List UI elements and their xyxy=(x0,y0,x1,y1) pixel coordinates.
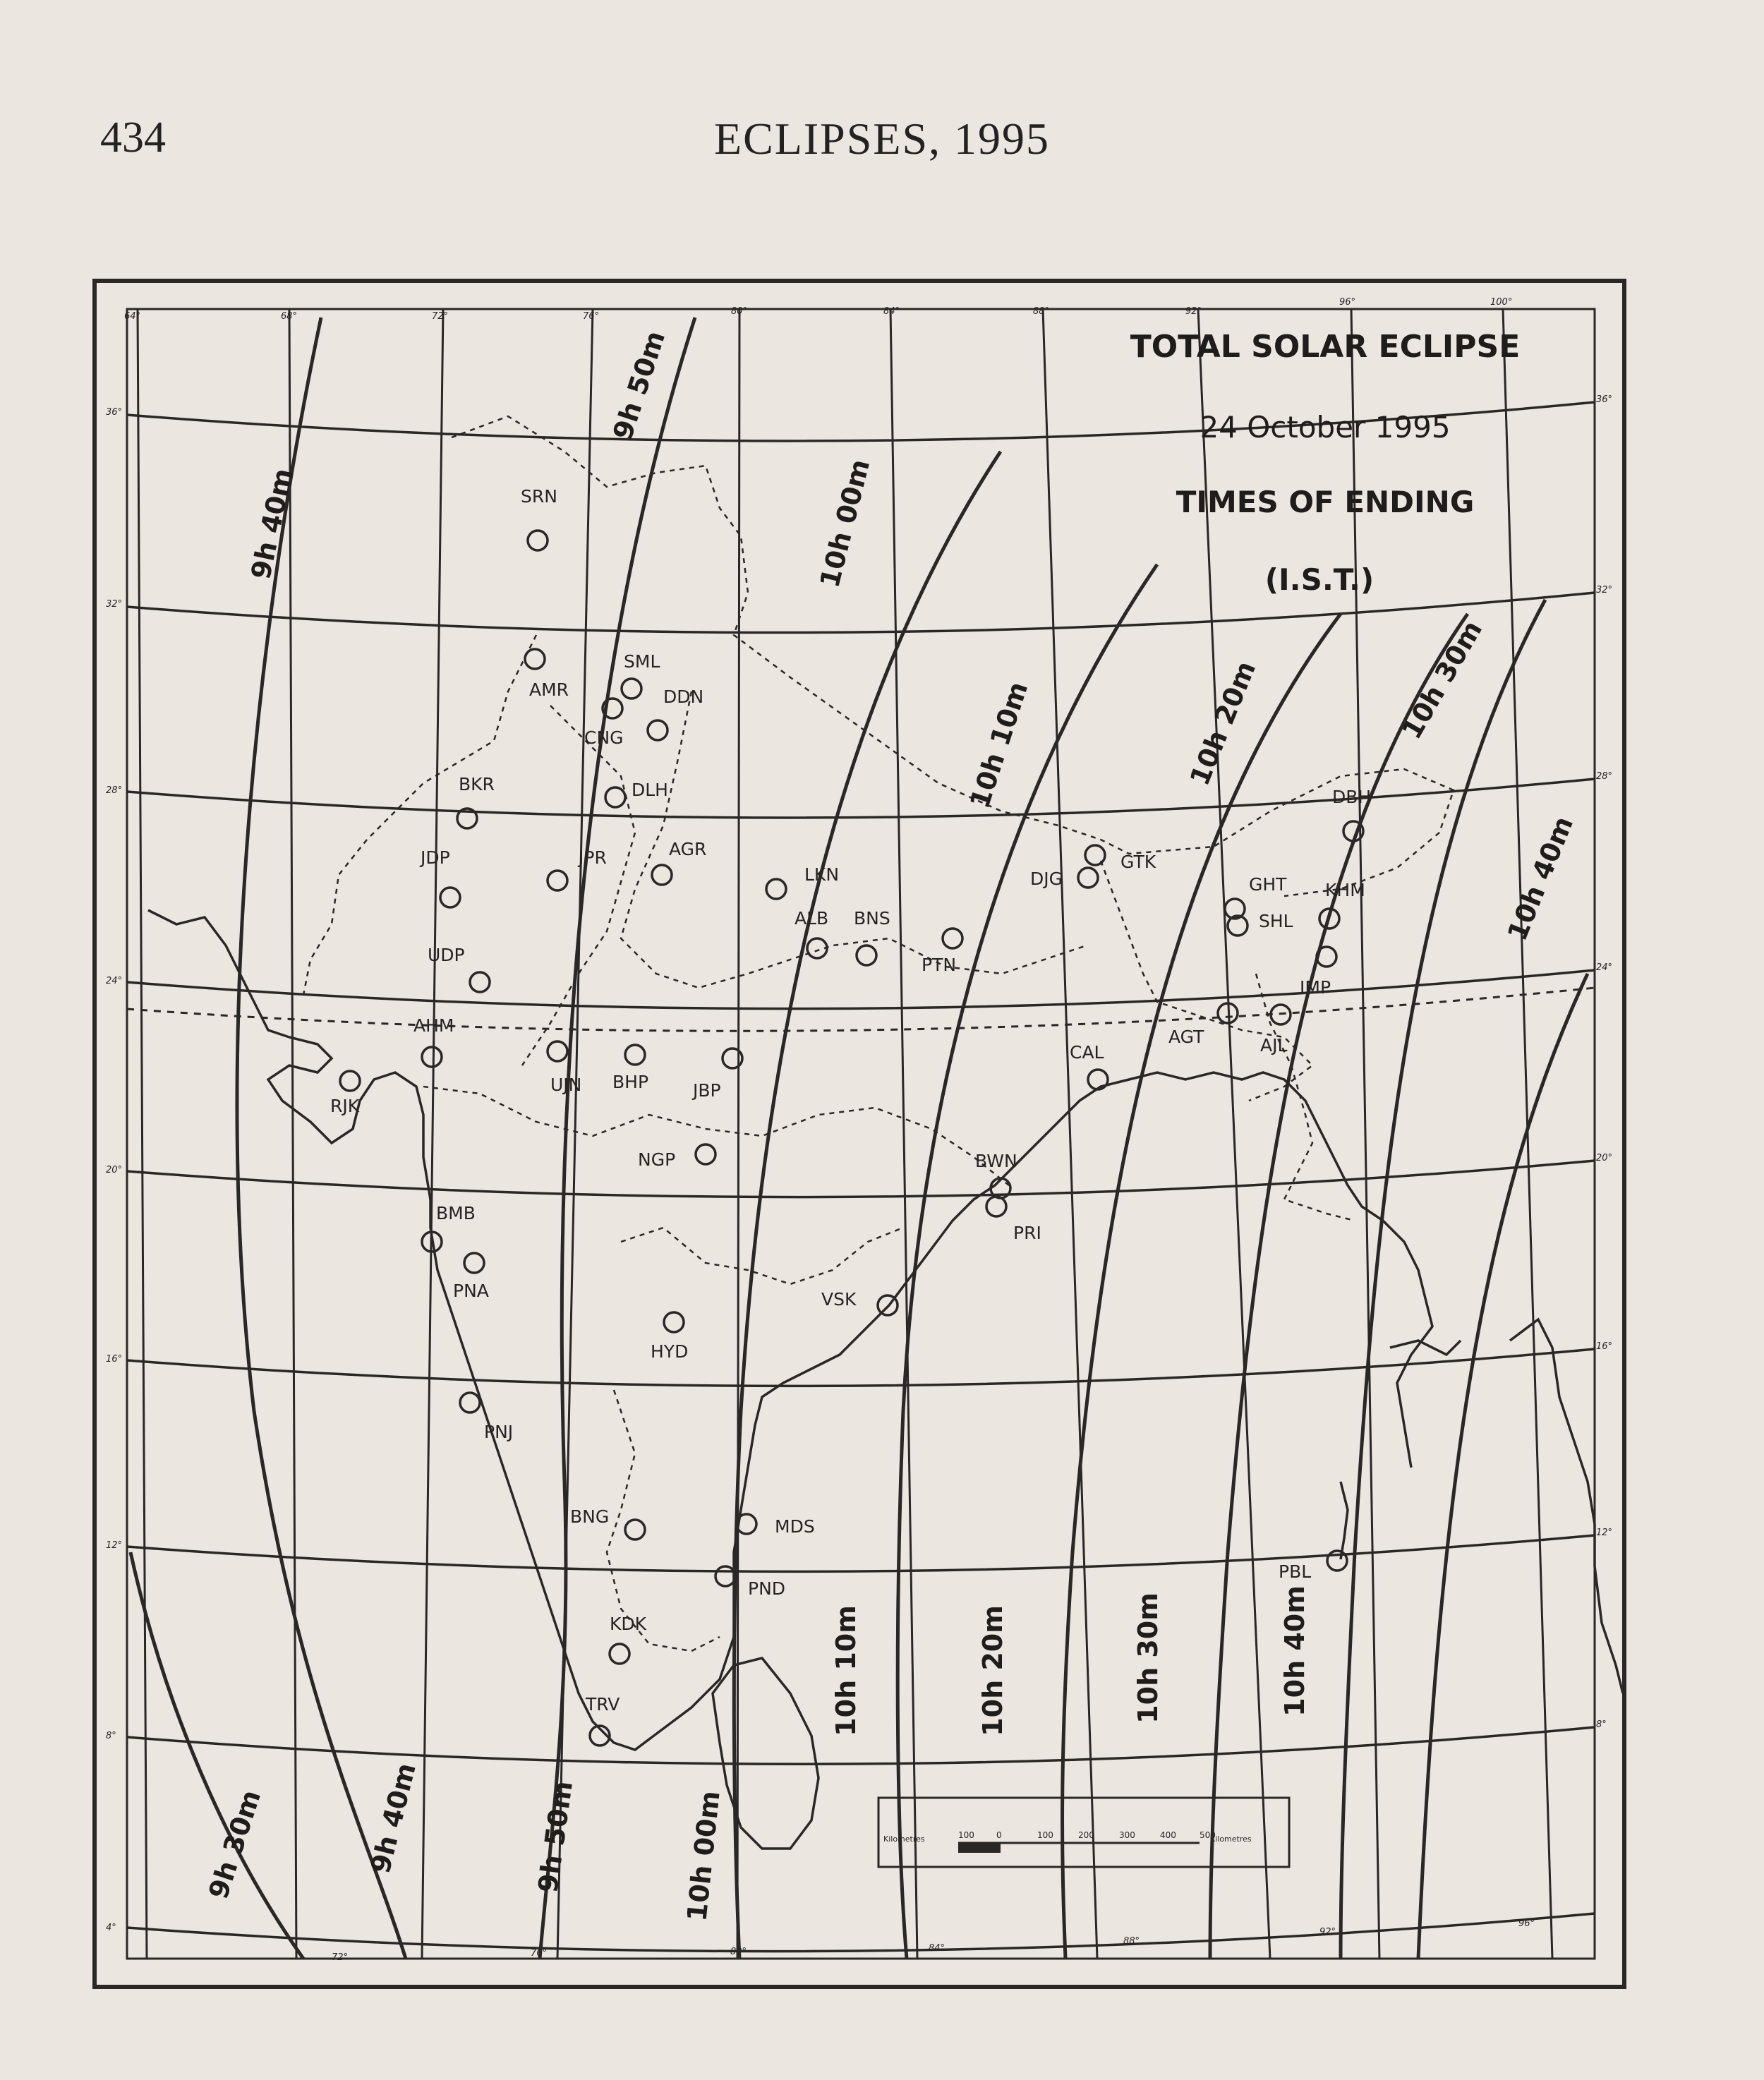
station-marker xyxy=(460,1393,480,1413)
page-number: 434 xyxy=(100,114,166,162)
isochrone-label: 10h 20m xyxy=(1183,656,1262,790)
station-labels xyxy=(330,486,1371,1715)
station-marker xyxy=(715,1566,735,1586)
station-label: PTN xyxy=(922,955,957,975)
isochrone-label: 10h 20m xyxy=(977,1605,1008,1736)
latitude-label: 16° xyxy=(1596,1341,1613,1352)
isochrone-label: 10h 30m xyxy=(1396,615,1489,744)
station-label: CNG xyxy=(584,727,624,748)
station-marker xyxy=(857,945,876,965)
longitude-label: 88° xyxy=(1033,306,1050,317)
isochrone-label: 9h 50m xyxy=(607,327,672,444)
station-label: PNA xyxy=(453,1281,489,1301)
station-label: BMB xyxy=(436,1203,476,1223)
political-boundaries xyxy=(303,416,1454,1651)
station-label: DLH xyxy=(632,780,668,800)
scale-tick-label: 400 xyxy=(1160,1830,1176,1840)
station-label: BWN xyxy=(975,1151,1017,1171)
station-marker xyxy=(528,531,548,550)
station-label: JBP xyxy=(693,1080,721,1101)
latitude-label: 28° xyxy=(1596,771,1613,782)
latitude-label: 20° xyxy=(1596,1153,1613,1163)
longitude-label: 72° xyxy=(332,1952,349,1963)
longitude-label: 80° xyxy=(731,306,748,317)
station-label: AMR xyxy=(529,679,569,700)
station-label: AJL xyxy=(1260,1035,1288,1056)
running-title: ECLIPSES, 1995 xyxy=(713,114,1051,164)
station-marker xyxy=(470,972,490,992)
station-marker xyxy=(464,1253,484,1273)
station-marker xyxy=(652,865,672,885)
isochrone-label: 10h 00m xyxy=(814,456,876,591)
station-label: KHM xyxy=(1325,880,1365,900)
station-label: NGP xyxy=(638,1149,676,1170)
station-label: AGR xyxy=(669,839,707,859)
latitude-label: 32° xyxy=(106,599,123,610)
station-marker xyxy=(664,1312,684,1332)
latitude-label: 8° xyxy=(106,1731,116,1741)
longitude-label: 100° xyxy=(1490,297,1513,308)
station-marker xyxy=(340,1071,360,1091)
station-label: BNS xyxy=(854,908,890,929)
longitude-labels-bottom xyxy=(332,1918,1535,1963)
station-label: JDP xyxy=(421,847,450,868)
map-date: 24 October 1995 xyxy=(1200,410,1451,445)
latitude-label: 8° xyxy=(1596,1719,1607,1730)
station-label: IMP xyxy=(1300,977,1331,998)
latitude-label: 16° xyxy=(106,1354,123,1365)
map-title-block xyxy=(1130,329,1521,597)
latitude-label: 20° xyxy=(106,1165,123,1175)
scale-bar xyxy=(878,1798,1289,1867)
station-label: SHL xyxy=(1259,911,1293,931)
latitude-label: 4° xyxy=(106,1923,116,1933)
station-marker xyxy=(605,787,625,807)
longitude-label: 68° xyxy=(281,311,298,322)
station-label: AGT xyxy=(1168,1027,1204,1047)
latitude-label: 24° xyxy=(106,976,123,986)
isochrone-label: 10h 40m xyxy=(1501,811,1580,945)
station-label: CAL xyxy=(1070,1042,1104,1063)
station-marker xyxy=(807,938,827,958)
station-label: BKR xyxy=(459,774,495,794)
station-marker xyxy=(610,1644,629,1664)
isochrone-label: 9h 50m xyxy=(532,1779,579,1895)
map-subtitle: TIMES OF ENDING xyxy=(1176,485,1475,519)
isochrone-label: 10h 30m xyxy=(1132,1592,1164,1724)
station-label: PNJ xyxy=(484,1422,514,1442)
station-label: BHP xyxy=(612,1072,649,1092)
station-label: DDN xyxy=(663,687,704,707)
station-marker xyxy=(1088,1070,1108,1089)
station-marker xyxy=(625,1520,645,1540)
station-label: GHT xyxy=(1249,874,1287,895)
scale-tick-label: 0 xyxy=(996,1830,1002,1840)
longitude-label: 96° xyxy=(1518,1918,1535,1929)
scale-caption-left: Kilometres xyxy=(883,1834,925,1844)
isochrone-label: 10h 10m xyxy=(830,1605,862,1736)
station-label: LKN xyxy=(804,864,840,885)
latitude-label: 36° xyxy=(1596,394,1613,405)
station-marker xyxy=(548,871,567,890)
latitude-label: 24° xyxy=(1596,962,1613,973)
scale-tick-label: 300 xyxy=(1119,1830,1135,1840)
station-label: ALB xyxy=(795,908,829,929)
station-label: GTK xyxy=(1120,852,1156,872)
station-marker xyxy=(440,888,460,907)
latitude-label: 12° xyxy=(106,1540,123,1551)
station-label: VSK xyxy=(821,1289,857,1310)
longitude-label: 76° xyxy=(583,311,600,322)
station-label: TRV xyxy=(586,1694,620,1715)
latitude-label: 12° xyxy=(1596,1528,1613,1538)
longitude-label: 84° xyxy=(929,1943,946,1954)
station-label: KDK xyxy=(610,1614,647,1634)
map-timezone: (I.S.T.) xyxy=(1264,562,1375,597)
longitude-label: 64° xyxy=(124,311,141,322)
station-label: UDP xyxy=(428,945,465,965)
longitude-label: 72° xyxy=(432,311,449,322)
station-label: BNG xyxy=(570,1506,610,1527)
station-marker xyxy=(422,1047,442,1067)
station-label: DBH xyxy=(1332,787,1372,807)
isochrone-label: 10h 00m xyxy=(681,1789,726,1923)
station-label: MDS xyxy=(775,1516,815,1537)
station-marker xyxy=(766,879,786,899)
scale-caption-right: Kilometres xyxy=(1210,1834,1252,1844)
isochrone-labels-bottom xyxy=(203,1585,1310,1923)
scale-tick-label: 100 xyxy=(1037,1830,1053,1840)
isochrone-label: 9h 40m xyxy=(245,465,299,582)
isochrone-label: 9h 30m xyxy=(203,1786,267,1903)
longitude-label: 92° xyxy=(1319,1927,1336,1937)
station-label: PRI xyxy=(1013,1223,1041,1243)
longitude-label: 88° xyxy=(1123,1936,1140,1947)
longitude-label: 80° xyxy=(730,1947,747,1957)
station-marker xyxy=(696,1144,715,1164)
station-marker xyxy=(548,1041,567,1061)
scale-tick-label: 500 xyxy=(1200,1830,1216,1840)
station-label: PBL xyxy=(1279,1561,1312,1582)
scale-tick-label: 200 xyxy=(1078,1830,1094,1840)
station-marker xyxy=(943,929,962,948)
isochrone-label: 10h 40m xyxy=(1279,1585,1310,1717)
station-marker xyxy=(1078,868,1098,888)
station-label: HYD xyxy=(651,1341,689,1362)
station-marker xyxy=(625,1045,645,1065)
scale-tick-label: 100 xyxy=(958,1830,974,1840)
station-label: SRN xyxy=(521,486,557,507)
isochrone-label: 10h 10m xyxy=(964,677,1034,813)
station-marker xyxy=(525,649,545,669)
longitude-label: 92° xyxy=(1185,306,1202,317)
longitude-label: 84° xyxy=(883,306,900,317)
station-marker xyxy=(1085,845,1105,865)
station-label: SML xyxy=(624,651,660,672)
longitude-label: 96° xyxy=(1339,297,1356,308)
coastline xyxy=(148,910,1623,1849)
station-label: DJG xyxy=(1030,869,1063,889)
station-marker xyxy=(986,1197,1006,1216)
latitude-label: 36° xyxy=(106,407,123,418)
station-label: PND xyxy=(748,1578,786,1599)
station-label: JPR xyxy=(579,847,607,868)
latitude-label: 28° xyxy=(106,785,123,796)
isochrone-label: 9h 40m xyxy=(364,1760,422,1877)
station-marker xyxy=(648,720,667,740)
station-marker xyxy=(1317,947,1336,967)
station-marker xyxy=(622,679,641,699)
station-label: RJK xyxy=(330,1096,360,1116)
station-label: UJN xyxy=(550,1075,582,1095)
longitude-label: 76° xyxy=(531,1948,548,1959)
latitude-label: 32° xyxy=(1596,585,1613,595)
map-title: TOTAL SOLAR ECLIPSE xyxy=(1130,329,1521,365)
station-label: AHM xyxy=(413,1015,454,1036)
